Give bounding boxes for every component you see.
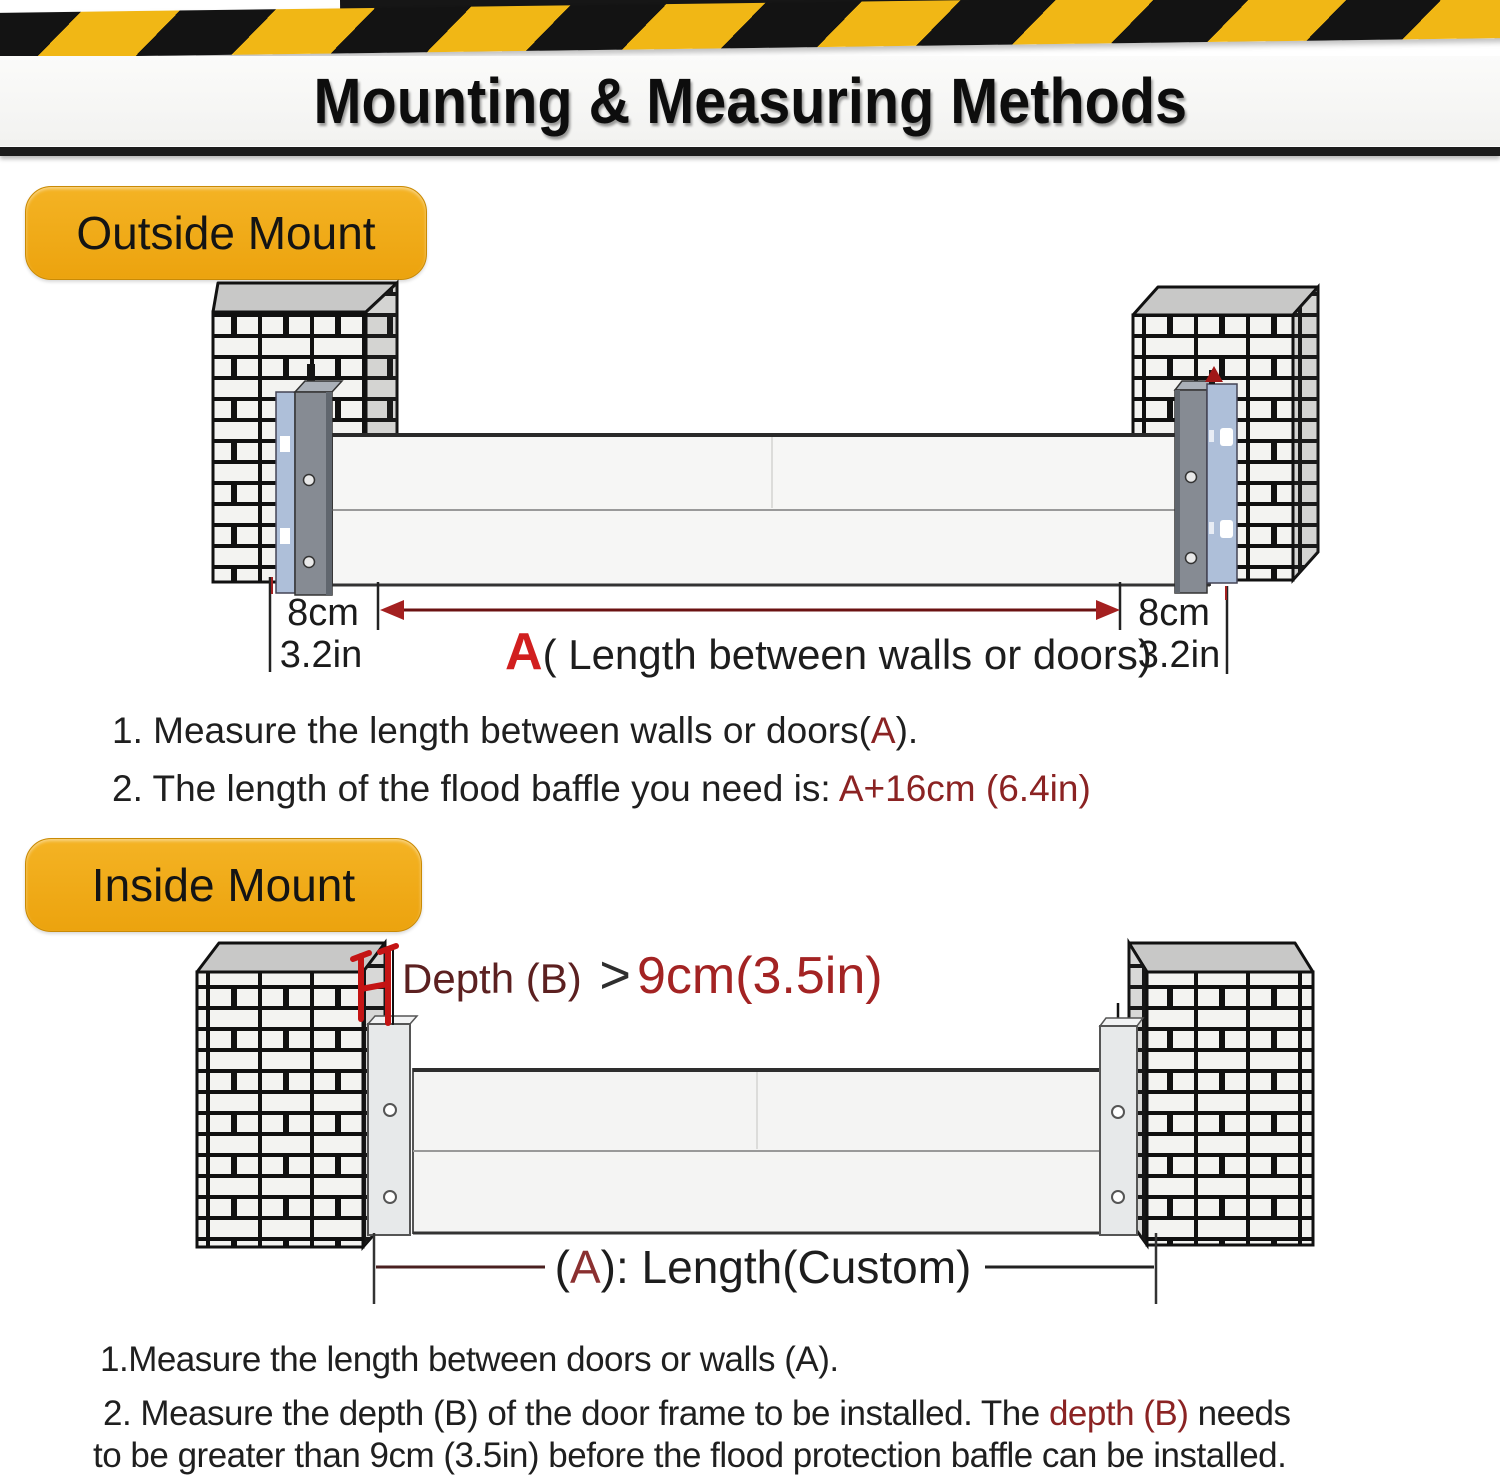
inside-step-1: 1.Measure the length between doors or walls (A). <box>100 1340 839 1379</box>
outside-mount-diagram <box>0 270 1500 680</box>
outside-mount-badge-label: Outside Mount <box>76 207 376 259</box>
title-band <box>0 56 1500 146</box>
inside-step-2-line-1: 2. Measure the depth (B) of the door frame to be installed. The depth (B) needs <box>103 1394 1291 1433</box>
hazard-tape-banner <box>0 0 1500 58</box>
inside-right-brick-pillar <box>1129 943 1313 1245</box>
outside-right-dim-in: 3.2in <box>1137 634 1221 676</box>
inside-mount-badge <box>25 838 422 932</box>
inside-span-label: (A): Length(Custom) <box>554 1241 972 1293</box>
outside-flood-barrier-panel <box>332 434 1210 585</box>
outside-mount-badge <box>25 186 427 280</box>
page-title: Mounting & Measuring Methods <box>313 65 1187 137</box>
inside-left-brick-pillar <box>197 943 385 1247</box>
length-a-symbol: A <box>569 1241 601 1293</box>
inside-left-channel-bracket <box>368 1016 417 1235</box>
outside-instructions <box>112 710 1091 826</box>
outside-right-mounting-bracket <box>1175 366 1237 593</box>
inside-flood-barrier-panel <box>413 1069 1100 1233</box>
inside-step-2-line-2: to be greater than 9cm (3.5in) before the flood protection baffle can be installed. <box>93 1436 1287 1475</box>
outside-span-label: A( Length between walls or doors) <box>505 623 1152 681</box>
length-a-symbol: A <box>505 623 543 681</box>
outside-left-mounting-bracket <box>276 364 342 595</box>
inside-right-channel-bracket <box>1100 1003 1143 1235</box>
depth-requirement-label: Depth (B) > 9cm(3.5in) <box>402 945 883 1005</box>
inside-mount-badge-label: Inside Mount <box>91 859 356 911</box>
outside-step-2: 2. The length of the flood baffle you need is: A+16cm (6.4in) <box>112 768 1091 809</box>
outside-right-dim-cm: 8cm <box>1138 592 1210 634</box>
length-a-double-arrow-icon <box>380 600 1120 620</box>
outside-left-dim-cm: 8cm <box>287 592 359 634</box>
outside-step-1: 1. Measure the length between walls or doors(A). <box>112 710 919 751</box>
title-divider-rule <box>0 147 1500 156</box>
outside-left-dim-in: 3.2in <box>279 634 363 676</box>
